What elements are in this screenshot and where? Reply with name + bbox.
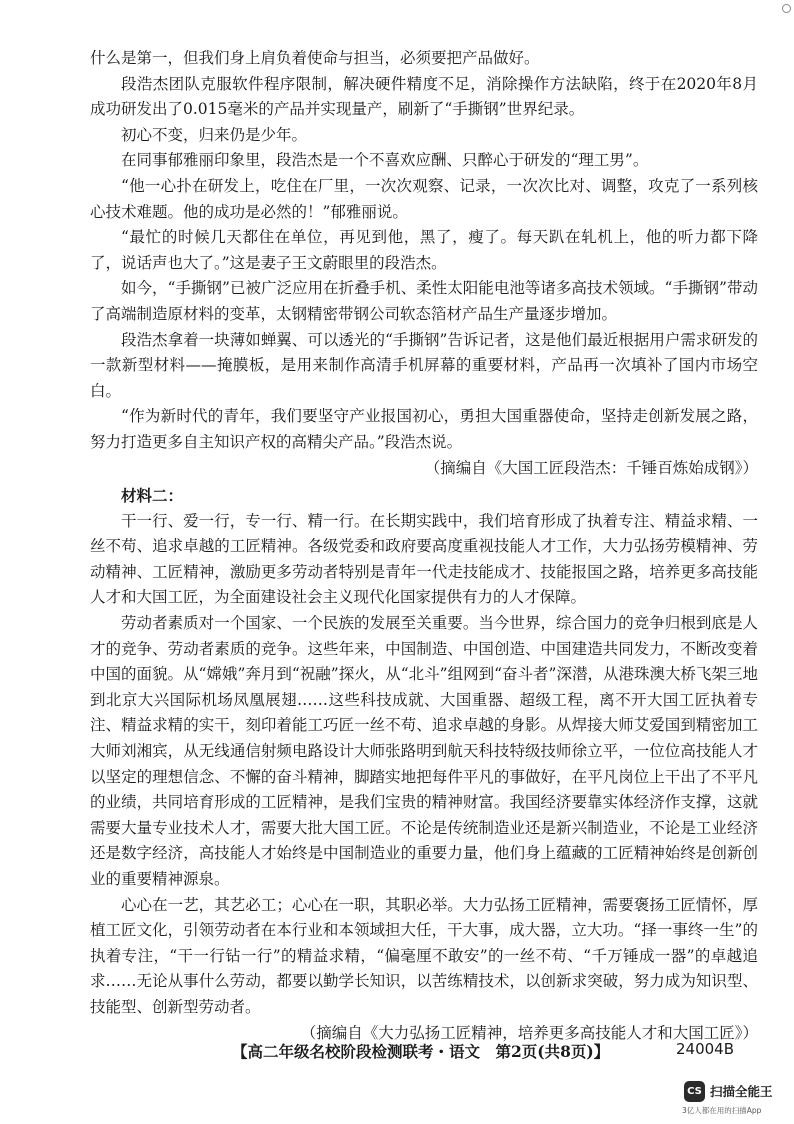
footer-title: 【高二年级名校阶段检测联考・语文 第2页(共8页)】 [232,1042,610,1061]
scanner-watermark [676,1078,790,1118]
source-citation: （摘编自《大力弘扬工匠精神，培养更多高技能人才和大国工匠》） [300,1023,758,1042]
paragraph: “作为新时代的青年，我们要坚守产业报国初心，勇担大国重器使命，坚持走创新发展之路，努力打造更多自主知识产权的高精尖产品。”段浩杰说。 [90,407,758,451]
paragraph: “他一心扑在研发上，吃住在厂里，一次次观察、记录，一次次比对、调整，攻克了一系列核心技术难题。他的成功是必然的！”郁雅丽说。 [90,176,758,221]
corner-circle-mark [782,4,791,13]
section-heading: 材料二： [121,486,184,506]
scanner-app-name: 扫描全能王 [710,1084,773,1099]
paragraph: 段浩杰拿着一块薄如蝉翼、可以透光的“手撕钢”告诉记者，这是他们最近根据用户需求研发的一款新型材料——掩膜板，是用来制作高清手机屏幕的重要材料，产品再一次填补了国内市场空白。 [90,330,758,400]
source-citation: （摘编自《大国工匠段浩杰：千锤百炼始成钢》） [424,458,758,477]
paragraph: 如今，“手撕钢”已被广泛应用在折叠手机、柔性太阳能电池等诸多高技术领域。“手撕钢”带动了高端制造原材料的变革，太钢精密带钢公司软态箔材产品生产量逐步增加。 [90,279,758,323]
paragraph: 干一行、爱一行，专一行、精一行。在长期实践中，我们培育形成了执着专注、精益求精、一丝不苟、追求卓越的工匠精神。各级党委和政府要高度重视技能人才工作，大力弘扬劳模精神、劳动精神、工匠精神，激励更多劳动者特别是青年一代走技能成才、技能报国之路，培养更多高技能人才和大国工匠，为全面建设社会主义现代化国家提供有力的人才保障。 [90,511,758,607]
paragraph: 什么是第一，但我们身上肩负着使命与担当，必须要把产品做好。 [90,49,540,67]
paragraph: 在同事郁雅丽印象里，段浩杰是一个不喜欢应酬、只醉心于研发的“理工男”。 [121,151,649,170]
paragraph: “最忙的时候几天都住在单位，再见到他，黑了，瘦了。每天趴在轧机上，他的听力都下降了，说话声也大了。”这是妻子王文蔚眼里的段浩杰。 [90,228,758,272]
paragraph: 段浩杰团队克服软件程序限制，解决硬件精度不足，消除操作方法缺陷，终于在2020年8月成功研发出了0.015毫米的产品并实现量产，刷新了“手撕钢”世界纪录。 [90,74,758,119]
scanner-tagline: 3亿人都在用的扫描App [682,1106,762,1115]
paragraph: 劳动者素质对一个国家、一个民族的发展至关重要。当今世界，综合国力的竞争归根到底是人才的竞争、劳动者素质的竞争。这些年来，中国制造、中国创造、中国建造共同发力，不断改变着中国的面貌。从“嫦娥”奔月到“祝融”探火，从“北斗”组网到“奋斗者”深潜，从港珠澳大桥飞架三地到北京大兴国际机场凤凰展翅……这些科技成就、大国重器、超级工程，离不开大国工匠执着专注、精益求精的实干，刻印着能工巧匠一丝不苟、追求卓越的身影。从焊接大师艾爱国到精密加工大师刘湘宾，从无线通信射频电路设计大师张路明到航天科技特级技师徐立平，一位位高技能人才以坚定的理想信念、不懈的奋斗精神，脚踏实地把每件平凡的事做好，在平凡岗位上干出了不平凡的业绩，共同培育形成的工匠精神，是我们宝贵的精神财富。我国经济要靠实体经济作支撑，这就需要大量专业技术人才，需要大批大国工匠。不论是传统制造业还是新兴制造业，不论是工业经济还是数字经济，高技能人才始终是中国制造业的重要力量，他们身上蕴藏的工匠精神始终是创新创业的重要精神源泉。 [90,614,758,888]
document-body [90,46,758,1046]
scanner-logo-icon: CS [684,1081,705,1102]
footer-code: 24004B [676,1040,735,1058]
paragraph: 初心不变，归来仍是少年。 [121,125,308,144]
paragraph: 心心在一艺，其艺必工；心心在一职，其职必举。大力弘扬工匠精神，需要褒扬工匠情怀，厚植工匠文化，引领劳动者在本行业和本领域担大任，干大事，成大器，立大功。“择一事终一生”的执着专注，“干一行钻一行”的精益求精，“偏毫厘不敢安”的一丝不苟、“千万锤成一器”的卓越追求……无论从事什么劳动，都要以勤学长知识，以苦练精技术，以创新求突破，努力成为知识型、技能型、创新型劳动者。 [90,895,758,1016]
